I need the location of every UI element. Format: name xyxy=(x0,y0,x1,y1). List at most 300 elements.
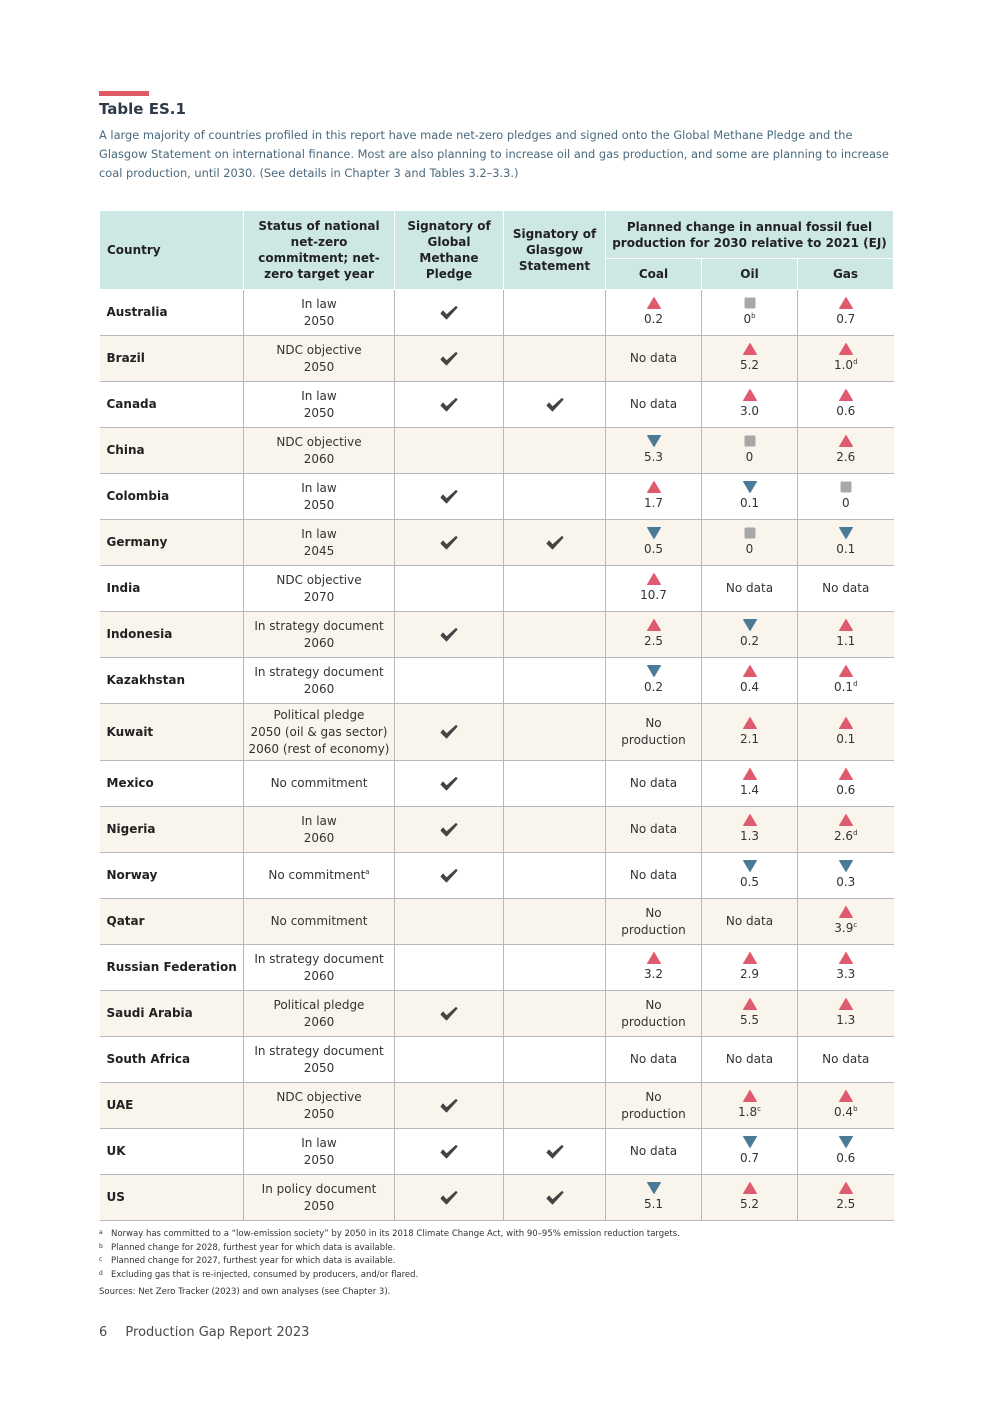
oil-value-number: 0 xyxy=(745,542,754,556)
oil-change-cell xyxy=(702,658,798,704)
coal-change-cell xyxy=(606,1175,702,1221)
methane-pledge-cell xyxy=(395,566,504,612)
checkmark-icon xyxy=(545,397,565,413)
target-year: 2050 xyxy=(303,1060,335,1075)
glasgow-statement-cell xyxy=(504,1129,606,1175)
coal-status-text-line2: production xyxy=(621,733,686,747)
header-planned-change: Planned change in annual fossil fuel production for 2030 relative to 2021 (EJ) xyxy=(606,211,894,259)
netzero-status xyxy=(244,520,395,566)
status-text: In policy document xyxy=(261,1181,377,1196)
methane-pledge-cell xyxy=(395,807,504,853)
methane-pledge-cell xyxy=(395,991,504,1037)
target-year: 2060 xyxy=(303,635,335,650)
footnote-mark: b xyxy=(853,1105,858,1113)
footnote-text: Planned change for 2028, furthest year for which data is available. xyxy=(111,1242,396,1253)
gas-change-cell xyxy=(798,566,894,612)
glasgow-statement-cell xyxy=(504,566,606,612)
table-body xyxy=(100,290,894,1221)
coal-change-cell xyxy=(606,807,702,853)
checkmark-icon xyxy=(439,1006,459,1022)
oil-change-cell xyxy=(702,290,798,336)
netzero-status xyxy=(244,945,395,991)
status-text: In strategy document xyxy=(254,951,384,966)
status-text: In law xyxy=(301,813,337,828)
coal-status-text: No data xyxy=(629,776,678,790)
status-text: In strategy document xyxy=(254,664,384,679)
coal-status-text: No xyxy=(645,905,662,920)
country-name: Australia xyxy=(100,290,244,336)
oil-value xyxy=(706,495,793,512)
increase-triangle-icon xyxy=(839,665,853,677)
gas-value-number: 1.3 xyxy=(836,1013,856,1027)
coal-change-cell xyxy=(606,991,702,1037)
methane-pledge-cell xyxy=(395,336,504,382)
glasgow-statement-cell xyxy=(504,991,606,1037)
gas-change-cell xyxy=(798,761,894,807)
gas-change-cell xyxy=(798,612,894,658)
gas-value xyxy=(802,1104,890,1121)
glasgow-statement-cell xyxy=(504,704,606,761)
gas-value-number: 0.1 xyxy=(836,542,856,556)
checkmark-icon xyxy=(439,822,459,838)
methane-pledge-cell xyxy=(395,1175,504,1221)
methane-pledge-cell xyxy=(395,658,504,704)
decrease-triangle-icon xyxy=(647,1182,661,1194)
decrease-triangle-icon xyxy=(647,527,661,539)
gas-change-cell xyxy=(798,704,894,761)
oil-value-number: 0.5 xyxy=(739,875,760,889)
table-row xyxy=(100,1037,894,1083)
table-row xyxy=(100,382,894,428)
coal-value-number: 0.5 xyxy=(643,542,664,556)
oil-value xyxy=(706,403,793,420)
status-text: In law xyxy=(301,1135,337,1150)
coal-change-cell xyxy=(606,290,702,336)
gas-value xyxy=(802,357,890,374)
gas-value xyxy=(802,828,890,845)
gas-change-cell xyxy=(798,899,894,945)
target-year: 2050 xyxy=(303,497,335,512)
coal-status-text-line2: production xyxy=(621,1014,686,1029)
coal-change-cell xyxy=(606,945,702,991)
gas-value xyxy=(802,403,890,420)
netzero-status xyxy=(244,761,395,807)
coal-value xyxy=(610,587,697,604)
coal-status-text: No xyxy=(645,716,662,730)
coal-value-number: 0.2 xyxy=(643,312,664,326)
coal-change-cell xyxy=(606,336,702,382)
oil-value xyxy=(706,874,793,891)
checkmark-icon xyxy=(439,1144,459,1160)
country-name: UK xyxy=(100,1129,244,1175)
oil-value xyxy=(706,1012,793,1029)
oil-status-text: No data xyxy=(725,914,774,928)
gas-change-cell xyxy=(798,1129,894,1175)
country-name: Indonesia xyxy=(100,612,244,658)
increase-triangle-icon xyxy=(839,717,853,729)
increase-triangle-icon xyxy=(839,1090,853,1102)
status-text: NDC objective xyxy=(276,342,362,357)
increase-triangle-icon xyxy=(839,998,853,1010)
country-name: Kazakhstan xyxy=(100,658,244,704)
no-change-square-icon xyxy=(743,297,757,309)
table-row xyxy=(100,336,894,382)
glasgow-statement-cell xyxy=(504,612,606,658)
table-row xyxy=(100,658,894,704)
methane-pledge-cell xyxy=(395,899,504,945)
gas-change-cell xyxy=(798,336,894,382)
gas-value-number: 2.6 xyxy=(833,829,854,843)
coal-value xyxy=(610,311,697,328)
netzero-status xyxy=(244,1083,395,1129)
decrease-triangle-icon xyxy=(839,527,853,539)
netzero-status xyxy=(244,853,395,899)
target-year: 2060 xyxy=(303,1014,335,1029)
increase-triangle-icon xyxy=(839,619,853,631)
country-name: UAE xyxy=(100,1083,244,1129)
table-row xyxy=(100,945,894,991)
glasgow-statement-cell xyxy=(504,658,606,704)
oil-value-number: 5.5 xyxy=(739,1013,760,1027)
oil-change-cell xyxy=(702,566,798,612)
header-country: Country xyxy=(100,211,244,290)
checkmark-icon xyxy=(439,1098,459,1114)
country-name: India xyxy=(100,566,244,612)
table-row xyxy=(100,428,894,474)
checkmark-icon xyxy=(439,776,459,792)
decrease-triangle-icon xyxy=(647,435,661,447)
gas-value-number: 0.3 xyxy=(836,875,856,889)
oil-change-cell xyxy=(702,1129,798,1175)
gas-change-cell xyxy=(798,658,894,704)
table-row xyxy=(100,566,894,612)
table-row xyxy=(100,290,894,336)
table-row xyxy=(100,761,894,807)
coal-change-cell xyxy=(606,853,702,899)
table-row xyxy=(100,807,894,853)
checkmark-icon xyxy=(439,489,459,505)
header-coal: Coal xyxy=(606,259,702,290)
footnote-item xyxy=(99,1269,899,1283)
oil-value-number: 3.0 xyxy=(739,404,760,418)
glasgow-statement-cell xyxy=(504,290,606,336)
country-name: US xyxy=(100,1175,244,1221)
coal-change-cell xyxy=(606,658,702,704)
footnote-mark: d xyxy=(99,1269,103,1277)
checkmark-icon xyxy=(439,724,459,740)
increase-triangle-icon xyxy=(743,717,757,729)
decrease-triangle-icon xyxy=(647,665,661,677)
oil-value xyxy=(706,731,793,748)
coal-change-cell xyxy=(606,761,702,807)
oil-value-number: 2.9 xyxy=(739,967,760,981)
increase-triangle-icon xyxy=(743,389,757,401)
methane-pledge-cell xyxy=(395,1083,504,1129)
methane-pledge-cell xyxy=(395,945,504,991)
oil-change-cell xyxy=(702,945,798,991)
gas-value-number: 0.1 xyxy=(836,731,856,746)
target-year: 2060 xyxy=(303,451,335,466)
oil-value xyxy=(706,1196,793,1213)
checkmark-icon xyxy=(439,305,459,321)
decrease-triangle-icon xyxy=(743,860,757,872)
increase-triangle-icon xyxy=(743,952,757,964)
methane-pledge-cell xyxy=(395,612,504,658)
footnote-item xyxy=(99,1242,899,1256)
table-title: Table ES.1 xyxy=(99,100,186,118)
increase-triangle-icon xyxy=(647,952,661,964)
oil-change-cell xyxy=(702,336,798,382)
target-year: 2060 xyxy=(303,830,335,845)
footnote-mark: d xyxy=(853,680,858,688)
gas-change-cell xyxy=(798,382,894,428)
gas-value-number: 3.3 xyxy=(836,967,856,981)
glasgow-statement-cell xyxy=(504,899,606,945)
country-name: Mexico xyxy=(100,761,244,807)
footnote-mark: b xyxy=(751,312,756,320)
target-year: 2050 xyxy=(303,405,335,420)
country-name: Qatar xyxy=(100,899,244,945)
coal-change-cell xyxy=(606,1083,702,1129)
country-name: Germany xyxy=(100,520,244,566)
footnote-mark: c xyxy=(853,921,858,929)
coal-status-text: No data xyxy=(629,351,678,365)
coal-value-number: 0.2 xyxy=(643,680,664,694)
table-row xyxy=(100,1129,894,1175)
oil-change-cell xyxy=(702,761,798,807)
oil-value xyxy=(706,828,793,845)
gas-value xyxy=(802,1012,890,1029)
decrease-triangle-icon xyxy=(743,481,757,493)
footnote-item xyxy=(99,1255,899,1269)
gas-change-cell xyxy=(798,1037,894,1083)
methane-pledge-cell xyxy=(395,853,504,899)
gas-value-number: 0.6 xyxy=(836,404,856,418)
gas-value-number: 1.0 xyxy=(833,358,854,372)
status-text: NDC objective xyxy=(276,434,362,449)
status-text: In strategy document xyxy=(254,618,384,633)
oil-value-number: 0.1 xyxy=(739,496,760,510)
oil-value-number: 5.2 xyxy=(739,1197,760,1211)
gas-value xyxy=(802,633,890,650)
methane-pledge-cell xyxy=(395,290,504,336)
increase-triangle-icon xyxy=(743,343,757,355)
netzero-status xyxy=(244,336,395,382)
country-name: Saudi Arabia xyxy=(100,991,244,1037)
header-gas: Gas xyxy=(798,259,894,290)
header-methane: Signatory of Global Methane Pledge xyxy=(395,211,504,290)
coal-value xyxy=(610,1196,697,1213)
coal-value xyxy=(610,966,697,983)
oil-change-cell xyxy=(702,612,798,658)
table-row xyxy=(100,1083,894,1129)
oil-status-text: No data xyxy=(725,581,774,595)
oil-change-cell xyxy=(702,1175,798,1221)
table-row xyxy=(100,474,894,520)
checkmark-icon xyxy=(439,351,459,367)
oil-value-number: 0 xyxy=(743,312,752,326)
netzero-status xyxy=(244,658,395,704)
status-text: NDC objective xyxy=(276,1089,362,1104)
increase-triangle-icon xyxy=(743,665,757,677)
report-title: Production Gap Report 2023 xyxy=(125,1325,310,1340)
oil-value-number: 1.8 xyxy=(738,1105,758,1119)
footnote-mark: d xyxy=(853,358,858,366)
increase-triangle-icon xyxy=(647,481,661,493)
glasgow-statement-cell xyxy=(504,945,606,991)
country-name: Canada xyxy=(100,382,244,428)
page-footer xyxy=(99,1325,309,1340)
checkmark-icon xyxy=(545,1190,565,1206)
oil-value-number: 1.3 xyxy=(739,829,760,843)
table-row xyxy=(100,853,894,899)
title-accent-bar xyxy=(99,91,149,96)
glasgow-statement-cell xyxy=(504,474,606,520)
gas-value xyxy=(802,541,890,558)
increase-triangle-icon xyxy=(839,1182,853,1194)
glasgow-statement-cell xyxy=(504,336,606,382)
coal-value xyxy=(610,633,697,650)
increase-triangle-icon xyxy=(743,1182,757,1194)
coal-status-text: No xyxy=(645,997,662,1012)
gas-value-number: 0.1 xyxy=(833,680,854,694)
gas-value xyxy=(802,1196,890,1213)
coal-status-text: No data xyxy=(629,1052,678,1066)
netzero-status xyxy=(244,428,395,474)
checkmark-icon xyxy=(545,1144,565,1160)
fossil-fuel-table xyxy=(99,210,894,1221)
oil-change-cell xyxy=(702,520,798,566)
status-text: In law xyxy=(301,296,337,311)
target-year: 2050 xyxy=(303,1106,335,1121)
oil-value-number: 0.2 xyxy=(739,634,760,648)
status-text: In law xyxy=(301,480,337,495)
table-row xyxy=(100,704,894,761)
table-row xyxy=(100,1175,894,1221)
footnotes xyxy=(99,1228,899,1300)
gas-value-number: 2.6 xyxy=(836,450,856,464)
gas-value xyxy=(802,966,890,983)
target-year-secondary: 2060 (rest of economy) xyxy=(248,741,390,756)
gas-change-cell xyxy=(798,1175,894,1221)
oil-value xyxy=(706,311,793,328)
coal-status-text: No data xyxy=(629,1144,678,1158)
oil-status-text: No data xyxy=(725,1052,774,1066)
gas-value xyxy=(802,874,890,891)
checkmark-icon xyxy=(439,397,459,413)
footnote-mark: c xyxy=(757,1105,761,1113)
no-change-square-icon xyxy=(839,481,853,493)
footnote-item xyxy=(99,1228,899,1242)
methane-pledge-cell xyxy=(395,1037,504,1083)
glasgow-statement-cell xyxy=(504,807,606,853)
gas-value xyxy=(802,311,890,328)
oil-value-number: 2.1 xyxy=(739,731,760,746)
coal-status-text: No data xyxy=(629,397,678,411)
oil-change-cell xyxy=(702,899,798,945)
decrease-triangle-icon xyxy=(839,1136,853,1148)
page-number: 6 xyxy=(99,1325,108,1340)
decrease-triangle-icon xyxy=(743,1136,757,1148)
target-year: 2050 xyxy=(303,313,335,328)
sources-note: Sources: Net Zero Tracker (2023) and own analyses (see Chapter 3). xyxy=(99,1287,391,1297)
increase-triangle-icon xyxy=(743,998,757,1010)
footnote-mark: a xyxy=(99,1229,103,1236)
footnote-text: Excluding gas that is re-injected, consumed by producers, and/or flared. xyxy=(111,1269,419,1280)
status-text: No commitment xyxy=(268,868,366,882)
oil-change-cell xyxy=(702,1037,798,1083)
gas-value-number: 0.7 xyxy=(836,312,856,326)
coal-value-number: 5.1 xyxy=(643,1197,664,1211)
gas-change-cell xyxy=(798,290,894,336)
gas-change-cell xyxy=(798,474,894,520)
gas-value xyxy=(802,1150,890,1167)
coal-value-number: 2.5 xyxy=(643,634,664,648)
methane-pledge-cell xyxy=(395,382,504,428)
gas-value-number: 0.4 xyxy=(833,1105,854,1119)
status-text: No commitment xyxy=(270,776,368,790)
glasgow-statement-cell xyxy=(504,761,606,807)
oil-value xyxy=(706,1104,793,1121)
oil-value-number: 0.4 xyxy=(739,680,760,694)
header-oil: Oil xyxy=(702,259,798,290)
target-year: 2050 xyxy=(303,359,335,374)
netzero-status xyxy=(244,1175,395,1221)
target-year: 2050 xyxy=(303,1198,335,1213)
increase-triangle-icon xyxy=(839,297,853,309)
gas-value xyxy=(802,449,890,466)
oil-change-cell xyxy=(702,428,798,474)
gas-status-text: No data xyxy=(822,1052,870,1066)
methane-pledge-cell xyxy=(395,428,504,474)
gas-value xyxy=(802,495,890,512)
coal-value xyxy=(610,495,697,512)
no-change-square-icon xyxy=(743,435,757,447)
coal-status-text-line2: production xyxy=(621,1106,686,1121)
increase-triangle-icon xyxy=(743,1090,757,1102)
increase-triangle-icon xyxy=(647,619,661,631)
decrease-triangle-icon xyxy=(839,860,853,872)
methane-pledge-cell xyxy=(395,761,504,807)
oil-value xyxy=(706,633,793,650)
gas-change-cell xyxy=(798,945,894,991)
country-name: Colombia xyxy=(100,474,244,520)
glasgow-statement-cell xyxy=(504,520,606,566)
table-row xyxy=(100,612,894,658)
oil-value xyxy=(706,449,793,466)
header-status: Status of national net-zero commitment; net-zero target year xyxy=(244,211,395,290)
increase-triangle-icon xyxy=(839,906,853,918)
coal-status-text-line2: production xyxy=(621,922,686,937)
methane-pledge-cell xyxy=(395,704,504,761)
netzero-status xyxy=(244,1037,395,1083)
netzero-status xyxy=(244,566,395,612)
coal-change-cell xyxy=(606,382,702,428)
oil-change-cell xyxy=(702,807,798,853)
coal-value xyxy=(610,679,697,696)
coal-change-cell xyxy=(606,566,702,612)
increase-triangle-icon xyxy=(839,768,853,780)
footnote-mark: d xyxy=(853,829,858,837)
netzero-status xyxy=(244,991,395,1037)
status-text: In law xyxy=(301,388,337,403)
status-text: NDC objective xyxy=(276,572,362,587)
increase-triangle-icon xyxy=(743,814,757,826)
coal-change-cell xyxy=(606,474,702,520)
glasgow-statement-cell xyxy=(504,1083,606,1129)
country-name: Kuwait xyxy=(100,704,244,761)
increase-triangle-icon xyxy=(647,573,661,585)
